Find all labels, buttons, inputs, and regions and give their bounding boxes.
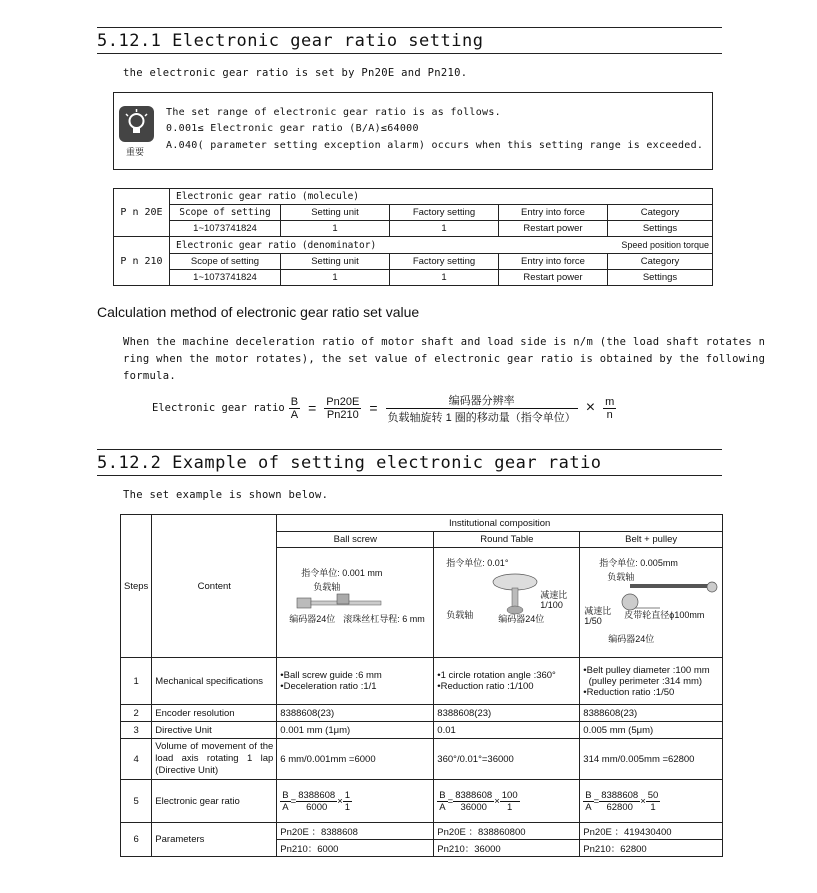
table-encoder-label: 编码器24位 [498, 614, 545, 624]
th-setting-unit: Setting unit [281, 254, 390, 270]
rule-under-heading-2 [97, 475, 722, 476]
belt-pulley-diagram [620, 580, 720, 630]
row-content: Volume of movement of the load axis rotating 1 lap (Directive Unit) [152, 739, 277, 780]
table-unit-label: 指令单位: 0.01° [446, 558, 509, 568]
cell: 1~1073741824 [170, 221, 281, 237]
cell: 0.01 [434, 722, 580, 739]
step-number: 4 [121, 739, 152, 780]
formula-n: n [606, 408, 613, 421]
cell: 0.005 mm (5μm) [580, 722, 723, 739]
th-scope: Scope of setting [170, 205, 281, 221]
note-line-2: 0.001≤ Electronic gear ratio (B/A)≤64000 [166, 123, 419, 134]
th-belt-pulley: Belt + pulley [580, 532, 723, 548]
row-content: Mechanical specifications [152, 658, 277, 705]
row-content: Directive Unit [152, 722, 277, 739]
section-heading-2: 5.12.2 Example of setting electronic gear ratio [97, 453, 602, 473]
cell: 1 [281, 221, 390, 237]
cell: 8388608(23) [277, 705, 434, 722]
important-note-box [113, 92, 713, 170]
cell: Settings [608, 270, 713, 286]
example-intro: The set example is shown below. [123, 489, 329, 501]
equals-sign: = [369, 400, 378, 416]
note-line-3: A.040( parameter setting exception alarm) occurs when this setting range is exceeded. [166, 140, 704, 151]
cell: 1 [390, 270, 499, 286]
ball-screw-diagram [289, 590, 389, 612]
th-entry-into-force: Entry into force [499, 205, 608, 221]
gear-ratio-formula [152, 390, 616, 426]
formula-load-movement: 负载轴旋转 1 圈的移动量（指令单位） [387, 411, 576, 424]
th-category: Category [608, 254, 713, 270]
cell: Settings [608, 221, 713, 237]
cell: 1 [390, 221, 499, 237]
rule-above-heading-2 [97, 449, 722, 450]
cell: Pn20E ：838860800 [434, 823, 580, 840]
calc-text-1: When the machine deceleration ratio of motor shaft and load side is n/m (the load shaft rotates n [123, 336, 766, 348]
cell: Restart power [499, 270, 608, 286]
row-content: Electronic gear ratio [152, 780, 277, 823]
belt-unit-label: 指令单位: 0.005mm [599, 558, 678, 568]
step-number: 3 [121, 722, 152, 739]
ball-lead-label: 滚珠丝杠导程: 6 mm [343, 614, 425, 624]
cell: Pn210：36000 [434, 840, 580, 857]
th-category: Category [608, 205, 713, 221]
times-sign: × [585, 399, 596, 416]
ball-unit-label: 指令单位: 0.001 mm [301, 568, 383, 578]
round-table-diagram-cell [434, 548, 580, 658]
th-ball-screw: Ball screw [277, 532, 434, 548]
cell: 314 mm/0.005mm =62800 [580, 739, 723, 780]
formula-pn20e: Pn20E [326, 395, 360, 408]
param-id-pn210: P n 210 [114, 237, 170, 286]
table-load-label: 负载轴 [446, 610, 474, 620]
cell: Pn20E ：8388608 [277, 823, 434, 840]
row-content: Encoder resolution [152, 705, 277, 722]
param-title-pn20e: Electronic gear ratio (molecule) [170, 189, 713, 205]
cell: Pn210：6000 [277, 840, 434, 857]
param-title-pn210: Electronic gear ratio (denominator) [170, 237, 499, 254]
formula-a: A [290, 408, 299, 421]
rule-under-heading-1 [97, 53, 722, 54]
equals-sign: = [308, 400, 317, 416]
th-scope: Scope of setting [170, 254, 281, 270]
cell: Pn20E ：419430400 [580, 823, 723, 840]
example-table [120, 514, 723, 857]
belt-gear-ratio-formula: $\frac{B}{A}$ = $\frac{8388608}{62800}$ × $\frac{50}{1}$ [580, 780, 723, 823]
row-content: Parameters [152, 823, 277, 857]
table-gear-ratio-formula: $\frac{B}{A}$ = $\frac{8388608}{36000}$ × $\frac{100}{1}$ [434, 780, 580, 823]
th-round-table: Round Table [434, 532, 580, 548]
cell: Restart power [499, 221, 608, 237]
belt-ratio-label: 减速比 [584, 606, 612, 616]
step-number: 6 [121, 823, 152, 857]
belt-pulley-label: 皮带轮直径ϕ100mm [624, 610, 705, 620]
rule-top [97, 27, 722, 28]
step-number: 1 [121, 658, 152, 705]
calc-method-title: Calculation method of electronic gear ratio set value [97, 304, 420, 320]
belt-ratio-value: 1/50 [584, 616, 602, 626]
th-factory-setting: Factory setting [390, 205, 499, 221]
cell: 1~1073741824 [170, 270, 281, 286]
belt-spec-cell: •Belt pulley diameter :100 mm (pulley perimeter :314 mm) •Reduction ratio :1/50 [580, 658, 723, 705]
note-line-1: The set range of electronic gear ratio is as follows. [166, 107, 501, 118]
th-setting-unit: Setting unit [281, 205, 390, 221]
th-institutional-composition: Institutional composition [277, 515, 723, 532]
step-number: 2 [121, 705, 152, 722]
belt-encoder-label: 编码器24位 [608, 634, 655, 644]
belt-pulley-diagram-cell [580, 548, 723, 658]
cell: 6 mm/0.001mm =6000 [277, 739, 434, 780]
table-ratio-label: 减速比 [540, 590, 568, 600]
formula-label: Electronic gear ratio [152, 402, 285, 414]
table-ratio-value: 1/100 [540, 600, 563, 610]
cell: Pn210：62800 [580, 840, 723, 857]
step-number: 5 [121, 780, 152, 823]
ball-load-label: 负载轴 [313, 582, 341, 592]
ball-spec-cell: •Ball screw guide :6 mm •Deceleration ratio :1/1 [277, 658, 434, 705]
formula-pn210: Pn210 [326, 408, 359, 421]
ball-encoder-label: 编码器24位 [289, 614, 336, 624]
ball-screw-diagram-cell [277, 548, 434, 658]
intro-text: the electronic gear ratio is set by Pn20E and Pn210. [123, 67, 468, 79]
cell: 8388608(23) [580, 705, 723, 722]
formula-b: B [290, 395, 299, 408]
th-factory-setting: Factory setting [390, 254, 499, 270]
cell: 0.001 mm (1μm) [277, 722, 434, 739]
calc-text-2: ring when the motor rotates), the set value of electronic gear ratio is obtained by the following [123, 353, 766, 365]
param-id-pn20e: P n 20E [114, 189, 170, 237]
parameter-table [113, 188, 713, 286]
belt-load-label: 负载轴 [607, 572, 635, 582]
param-note-pn210: Speed position torque [499, 237, 713, 254]
th-steps: Steps [121, 515, 152, 658]
cell: 360°/0.01°=36000 [434, 739, 580, 780]
th-content: Content [152, 515, 277, 658]
cell: 1 [281, 270, 390, 286]
important-label: 重要 [126, 148, 145, 158]
table-spec-cell: •1 circle rotation angle :360° •Reduction ratio :1/100 [434, 658, 580, 705]
th-entry-into-force: Entry into force [499, 254, 608, 270]
calc-text-3: formula. [123, 370, 176, 382]
formula-m: m [605, 395, 615, 408]
section-heading-1: 5.12.1 Electronic gear ratio setting [97, 31, 484, 51]
cell: 8388608(23) [434, 705, 580, 722]
formula-encoder-resolution: 编码器分辨率 [386, 392, 578, 409]
important-icon [119, 106, 154, 142]
ball-gear-ratio-formula: $\frac{B}{A}$ = $\frac{8388608}{6000}$ × $\frac{1}{1}$ [277, 780, 434, 823]
